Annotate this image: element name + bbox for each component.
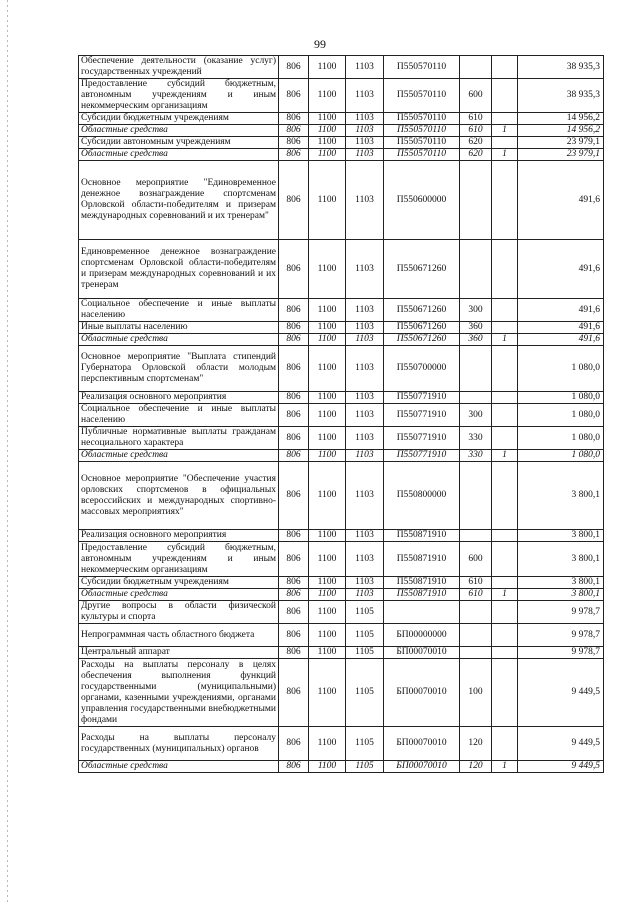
table-row (79, 334, 604, 346)
amount-cell: 38 935,3 (518, 56, 604, 79)
code-vr-cell (460, 346, 492, 392)
code-csr-cell: П550600000 (384, 161, 460, 240)
code-src-cell (492, 659, 518, 727)
code-src-cell (492, 346, 518, 392)
code-rz-cell: 1100 (309, 450, 346, 462)
table-row (79, 647, 604, 659)
budget-table-body (79, 56, 604, 773)
amount-cell: 3 800,1 (518, 589, 604, 601)
amount-cell: 23 979,1 (518, 137, 604, 149)
code-csr-cell: БП00070010 (384, 647, 460, 659)
code-rz-cell: 1100 (309, 577, 346, 589)
code-vr-cell: 600 (460, 542, 492, 577)
name-cell: Областные средства (79, 334, 279, 346)
name-cell: Иные выплаты населению (79, 322, 279, 334)
code-rz-cell: 1100 (309, 113, 346, 125)
code-rz-cell: 1100 (309, 137, 346, 149)
name-cell: Центральный аппарат (79, 647, 279, 659)
name-cell: Расходы на выплаты персоналу в целях обеспечения выполнения функций государственными (муниципальными) органами, казенными учреждениями, органами управления государственными внебюджетными фондами (79, 659, 279, 727)
code-vr-cell: 360 (460, 334, 492, 346)
code-prz-cell: 1105 (346, 761, 384, 773)
code-vr-cell (460, 624, 492, 647)
code-vr-cell: 300 (460, 404, 492, 427)
code-rz-cell: 1100 (309, 589, 346, 601)
code-prz-cell: 1105 (346, 727, 384, 761)
code-ved-cell: 806 (279, 299, 309, 322)
name-cell: Единовременное денежное вознаграждение спортсменам Орловской области-победителям и призерам международных соревнований и их тренерам (79, 240, 279, 299)
amount-cell: 14 956,2 (518, 125, 604, 137)
code-src-cell: 1 (492, 761, 518, 773)
code-ved-cell: 806 (279, 601, 309, 624)
code-rz-cell: 1100 (309, 647, 346, 659)
table-row (79, 761, 604, 773)
code-csr-cell: П550871910 (384, 577, 460, 589)
code-ved-cell: 806 (279, 149, 309, 161)
code-rz-cell: 1100 (309, 427, 346, 450)
amount-cell: 9 449,5 (518, 761, 604, 773)
code-src-cell (492, 56, 518, 79)
code-vr-cell (460, 240, 492, 299)
code-rz-cell: 1100 (309, 542, 346, 577)
code-prz-cell: 1103 (346, 542, 384, 577)
code-ved-cell: 806 (279, 240, 309, 299)
code-src-cell: 1 (492, 334, 518, 346)
name-cell: Реализация основного мероприятия (79, 392, 279, 404)
name-cell: Субсидии бюджетным учреждениям (79, 577, 279, 589)
code-vr-cell: 360 (460, 322, 492, 334)
name-cell: Предоставление субсидий бюджетным, автономным учреждениям и иным некоммерческим организациям (79, 79, 279, 113)
code-ved-cell: 806 (279, 542, 309, 577)
code-ved-cell: 806 (279, 404, 309, 427)
code-ved-cell: 806 (279, 56, 309, 79)
code-csr-cell: П550570110 (384, 113, 460, 125)
amount-cell: 491,6 (518, 299, 604, 322)
name-cell: Другие вопросы в области физической культуры и спорта (79, 601, 279, 624)
scan-margin-line (7, 0, 8, 905)
code-csr-cell: П550671260 (384, 334, 460, 346)
name-cell: Реализация основного мероприятия (79, 530, 279, 542)
code-src-cell: 1 (492, 589, 518, 601)
code-csr-cell: П550570110 (384, 79, 460, 113)
code-prz-cell: 1105 (346, 647, 384, 659)
name-cell: Областные средства (79, 589, 279, 601)
code-prz-cell: 1103 (346, 427, 384, 450)
amount-cell: 9 978,7 (518, 647, 604, 659)
code-csr-cell: П550671260 (384, 299, 460, 322)
table-row (79, 601, 604, 624)
code-prz-cell: 1103 (346, 240, 384, 299)
code-src-cell (492, 542, 518, 577)
code-prz-cell: 1103 (346, 346, 384, 392)
amount-cell: 3 800,1 (518, 577, 604, 589)
table-row (79, 577, 604, 589)
code-vr-cell: 610 (460, 577, 492, 589)
amount-cell: 9 449,5 (518, 659, 604, 727)
page-number: 99 (314, 37, 326, 51)
code-csr-cell: П550671260 (384, 322, 460, 334)
code-prz-cell: 1105 (346, 659, 384, 727)
name-cell: Обеспечение деятельности (оказание услуг) государственных учреждений (79, 56, 279, 79)
code-ved-cell: 806 (279, 647, 309, 659)
table-row (79, 346, 604, 392)
code-csr-cell: П550871910 (384, 589, 460, 601)
code-vr-cell (460, 601, 492, 624)
code-csr-cell (384, 601, 460, 624)
name-cell: Основное мероприятие "Обеспечение участия орловских спортсменов в официальных всероссийских и международных спортивно-массовых мероприятиях" (79, 462, 279, 530)
code-rz-cell: 1100 (309, 404, 346, 427)
code-src-cell (492, 240, 518, 299)
code-ved-cell: 806 (279, 346, 309, 392)
table-row (79, 392, 604, 404)
code-csr-cell: БП00070010 (384, 727, 460, 761)
code-prz-cell: 1103 (346, 125, 384, 137)
code-prz-cell: 1103 (346, 149, 384, 161)
code-ved-cell: 806 (279, 161, 309, 240)
table-row (79, 149, 604, 161)
code-ved-cell: 806 (279, 113, 309, 125)
code-ved-cell: 806 (279, 462, 309, 530)
code-prz-cell: 1103 (346, 322, 384, 334)
name-cell: Основное мероприятие "Единовременное денежное вознаграждение спортсменам Орловской области-победителям и призерам международных соревнований и их тренерам" (79, 161, 279, 240)
amount-cell: 14 956,2 (518, 113, 604, 125)
table-row (79, 299, 604, 322)
code-rz-cell: 1100 (309, 530, 346, 542)
table-row (79, 322, 604, 334)
code-src-cell (492, 462, 518, 530)
table-row (79, 137, 604, 149)
code-rz-cell: 1100 (309, 56, 346, 79)
table-row (79, 542, 604, 577)
code-ved-cell: 806 (279, 761, 309, 773)
code-vr-cell (460, 161, 492, 240)
code-ved-cell: 806 (279, 727, 309, 761)
code-prz-cell: 1103 (346, 299, 384, 322)
code-ved-cell: 806 (279, 137, 309, 149)
amount-cell: 3 800,1 (518, 542, 604, 577)
code-vr-cell (460, 462, 492, 530)
amount-cell: 9 978,7 (518, 601, 604, 624)
code-vr-cell (460, 530, 492, 542)
code-vr-cell: 300 (460, 299, 492, 322)
amount-cell: 491,6 (518, 322, 604, 334)
table-row (79, 125, 604, 137)
amount-cell: 1 080,0 (518, 404, 604, 427)
name-cell: Социальное обеспечение и иные выплаты населению (79, 299, 279, 322)
code-ved-cell: 806 (279, 322, 309, 334)
code-src-cell (492, 601, 518, 624)
table-row (79, 79, 604, 113)
code-prz-cell: 1103 (346, 462, 384, 530)
code-vr-cell (460, 647, 492, 659)
code-src-cell (492, 322, 518, 334)
code-ved-cell: 806 (279, 530, 309, 542)
code-ved-cell: 806 (279, 427, 309, 450)
code-csr-cell: БП00000000 (384, 624, 460, 647)
name-cell: Областные средства (79, 450, 279, 462)
code-vr-cell (460, 56, 492, 79)
table-row (79, 450, 604, 462)
amount-cell: 23 979,1 (518, 149, 604, 161)
code-ved-cell: 806 (279, 589, 309, 601)
name-cell: Субсидии автономным учреждениям (79, 137, 279, 149)
code-vr-cell (460, 392, 492, 404)
code-vr-cell: 600 (460, 79, 492, 113)
amount-cell: 491,6 (518, 334, 604, 346)
code-vr-cell: 120 (460, 761, 492, 773)
code-rz-cell: 1100 (309, 125, 346, 137)
table-row (79, 56, 604, 79)
name-cell: Социальное обеспечение и иные выплаты населению (79, 404, 279, 427)
code-csr-cell: П550671260 (384, 240, 460, 299)
table-row (79, 161, 604, 240)
code-src-cell: 1 (492, 125, 518, 137)
code-rz-cell: 1100 (309, 462, 346, 530)
code-ved-cell: 806 (279, 334, 309, 346)
code-src-cell (492, 727, 518, 761)
code-vr-cell: 610 (460, 589, 492, 601)
code-src-cell (492, 79, 518, 113)
amount-cell: 491,6 (518, 161, 604, 240)
code-csr-cell: П550871910 (384, 542, 460, 577)
code-ved-cell: 806 (279, 125, 309, 137)
amount-cell: 3 800,1 (518, 530, 604, 542)
code-rz-cell: 1100 (309, 299, 346, 322)
code-rz-cell: 1100 (309, 240, 346, 299)
table-row (79, 727, 604, 761)
code-src-cell (492, 647, 518, 659)
table-row (79, 240, 604, 299)
budget-table (78, 55, 604, 773)
amount-cell: 1 080,0 (518, 392, 604, 404)
code-ved-cell: 806 (279, 450, 309, 462)
code-prz-cell: 1103 (346, 113, 384, 125)
code-prz-cell: 1105 (346, 624, 384, 647)
name-cell: Областные средства (79, 149, 279, 161)
code-vr-cell: 620 (460, 137, 492, 149)
code-prz-cell: 1103 (346, 392, 384, 404)
code-rz-cell: 1100 (309, 161, 346, 240)
code-rz-cell: 1100 (309, 601, 346, 624)
code-src-cell (492, 624, 518, 647)
code-vr-cell: 330 (460, 427, 492, 450)
code-src-cell (492, 137, 518, 149)
code-src-cell: 1 (492, 450, 518, 462)
code-rz-cell: 1100 (309, 392, 346, 404)
table-row (79, 589, 604, 601)
code-src-cell (492, 161, 518, 240)
code-vr-cell: 100 (460, 659, 492, 727)
code-vr-cell: 610 (460, 125, 492, 137)
code-rz-cell: 1100 (309, 149, 346, 161)
code-csr-cell: П550771910 (384, 404, 460, 427)
code-prz-cell: 1105 (346, 601, 384, 624)
code-prz-cell: 1103 (346, 577, 384, 589)
code-csr-cell: П550771910 (384, 427, 460, 450)
code-csr-cell: П550570110 (384, 56, 460, 79)
code-ved-cell: 806 (279, 79, 309, 113)
code-rz-cell: 1100 (309, 659, 346, 727)
code-prz-cell: 1103 (346, 530, 384, 542)
name-cell: Расходы на выплаты персоналу государственных (муниципальных) органов (79, 727, 279, 761)
code-csr-cell: П550700000 (384, 346, 460, 392)
name-cell: Непрограммная часть областного бюджета (79, 624, 279, 647)
table-row (79, 530, 604, 542)
code-src-cell (492, 427, 518, 450)
code-rz-cell: 1100 (309, 727, 346, 761)
code-prz-cell: 1103 (346, 137, 384, 149)
code-src-cell (492, 299, 518, 322)
code-rz-cell: 1100 (309, 334, 346, 346)
code-csr-cell: П550570110 (384, 149, 460, 161)
amount-cell: 9 449,5 (518, 727, 604, 761)
code-src-cell (492, 404, 518, 427)
amount-cell: 1 080,0 (518, 427, 604, 450)
amount-cell: 491,6 (518, 240, 604, 299)
table-row (79, 659, 604, 727)
code-csr-cell: П550570110 (384, 137, 460, 149)
code-rz-cell: 1100 (309, 346, 346, 392)
code-vr-cell: 120 (460, 727, 492, 761)
amount-cell: 9 978,7 (518, 624, 604, 647)
code-prz-cell: 1103 (346, 79, 384, 113)
code-csr-cell: П550800000 (384, 462, 460, 530)
code-prz-cell: 1103 (346, 589, 384, 601)
code-prz-cell: 1103 (346, 450, 384, 462)
code-ved-cell: 806 (279, 577, 309, 589)
name-cell: Публичные нормативные выплаты гражданам несоциального характера (79, 427, 279, 450)
table-row (79, 113, 604, 125)
code-vr-cell: 620 (460, 149, 492, 161)
name-cell: Основное мероприятие "Выплата стипендий Губернатора Орловской области молодым перспективным спортсменам" (79, 346, 279, 392)
name-cell: Субсидии бюджетным учреждениям (79, 113, 279, 125)
code-vr-cell: 610 (460, 113, 492, 125)
amount-cell: 1 080,0 (518, 450, 604, 462)
code-csr-cell: П550771910 (384, 450, 460, 462)
table-row (79, 462, 604, 530)
amount-cell: 1 080,0 (518, 346, 604, 392)
code-rz-cell: 1100 (309, 761, 346, 773)
code-csr-cell: П550871910 (384, 530, 460, 542)
code-csr-cell: БП00070010 (384, 659, 460, 727)
code-src-cell (492, 113, 518, 125)
name-cell: Областные средства (79, 125, 279, 137)
name-cell: Областные средства (79, 761, 279, 773)
code-rz-cell: 1100 (309, 322, 346, 334)
code-csr-cell: П550570110 (384, 125, 460, 137)
code-ved-cell: 806 (279, 659, 309, 727)
code-src-cell (492, 392, 518, 404)
code-prz-cell: 1103 (346, 161, 384, 240)
name-cell: Предоставление субсидий бюджетным, автономным учреждениям и иным некоммерческим организациям (79, 542, 279, 577)
code-vr-cell: 330 (460, 450, 492, 462)
code-prz-cell: 1103 (346, 56, 384, 79)
code-ved-cell: 806 (279, 392, 309, 404)
code-src-cell (492, 530, 518, 542)
amount-cell: 3 800,1 (518, 462, 604, 530)
code-csr-cell: БП00070010 (384, 761, 460, 773)
code-src-cell: 1 (492, 149, 518, 161)
code-rz-cell: 1100 (309, 624, 346, 647)
code-prz-cell: 1103 (346, 334, 384, 346)
code-ved-cell: 806 (279, 624, 309, 647)
code-prz-cell: 1103 (346, 404, 384, 427)
table-row (79, 427, 604, 450)
table-row (79, 404, 604, 427)
code-csr-cell: П550771910 (384, 392, 460, 404)
code-src-cell (492, 577, 518, 589)
code-rz-cell: 1100 (309, 79, 346, 113)
amount-cell: 38 935,3 (518, 79, 604, 113)
table-row (79, 624, 604, 647)
